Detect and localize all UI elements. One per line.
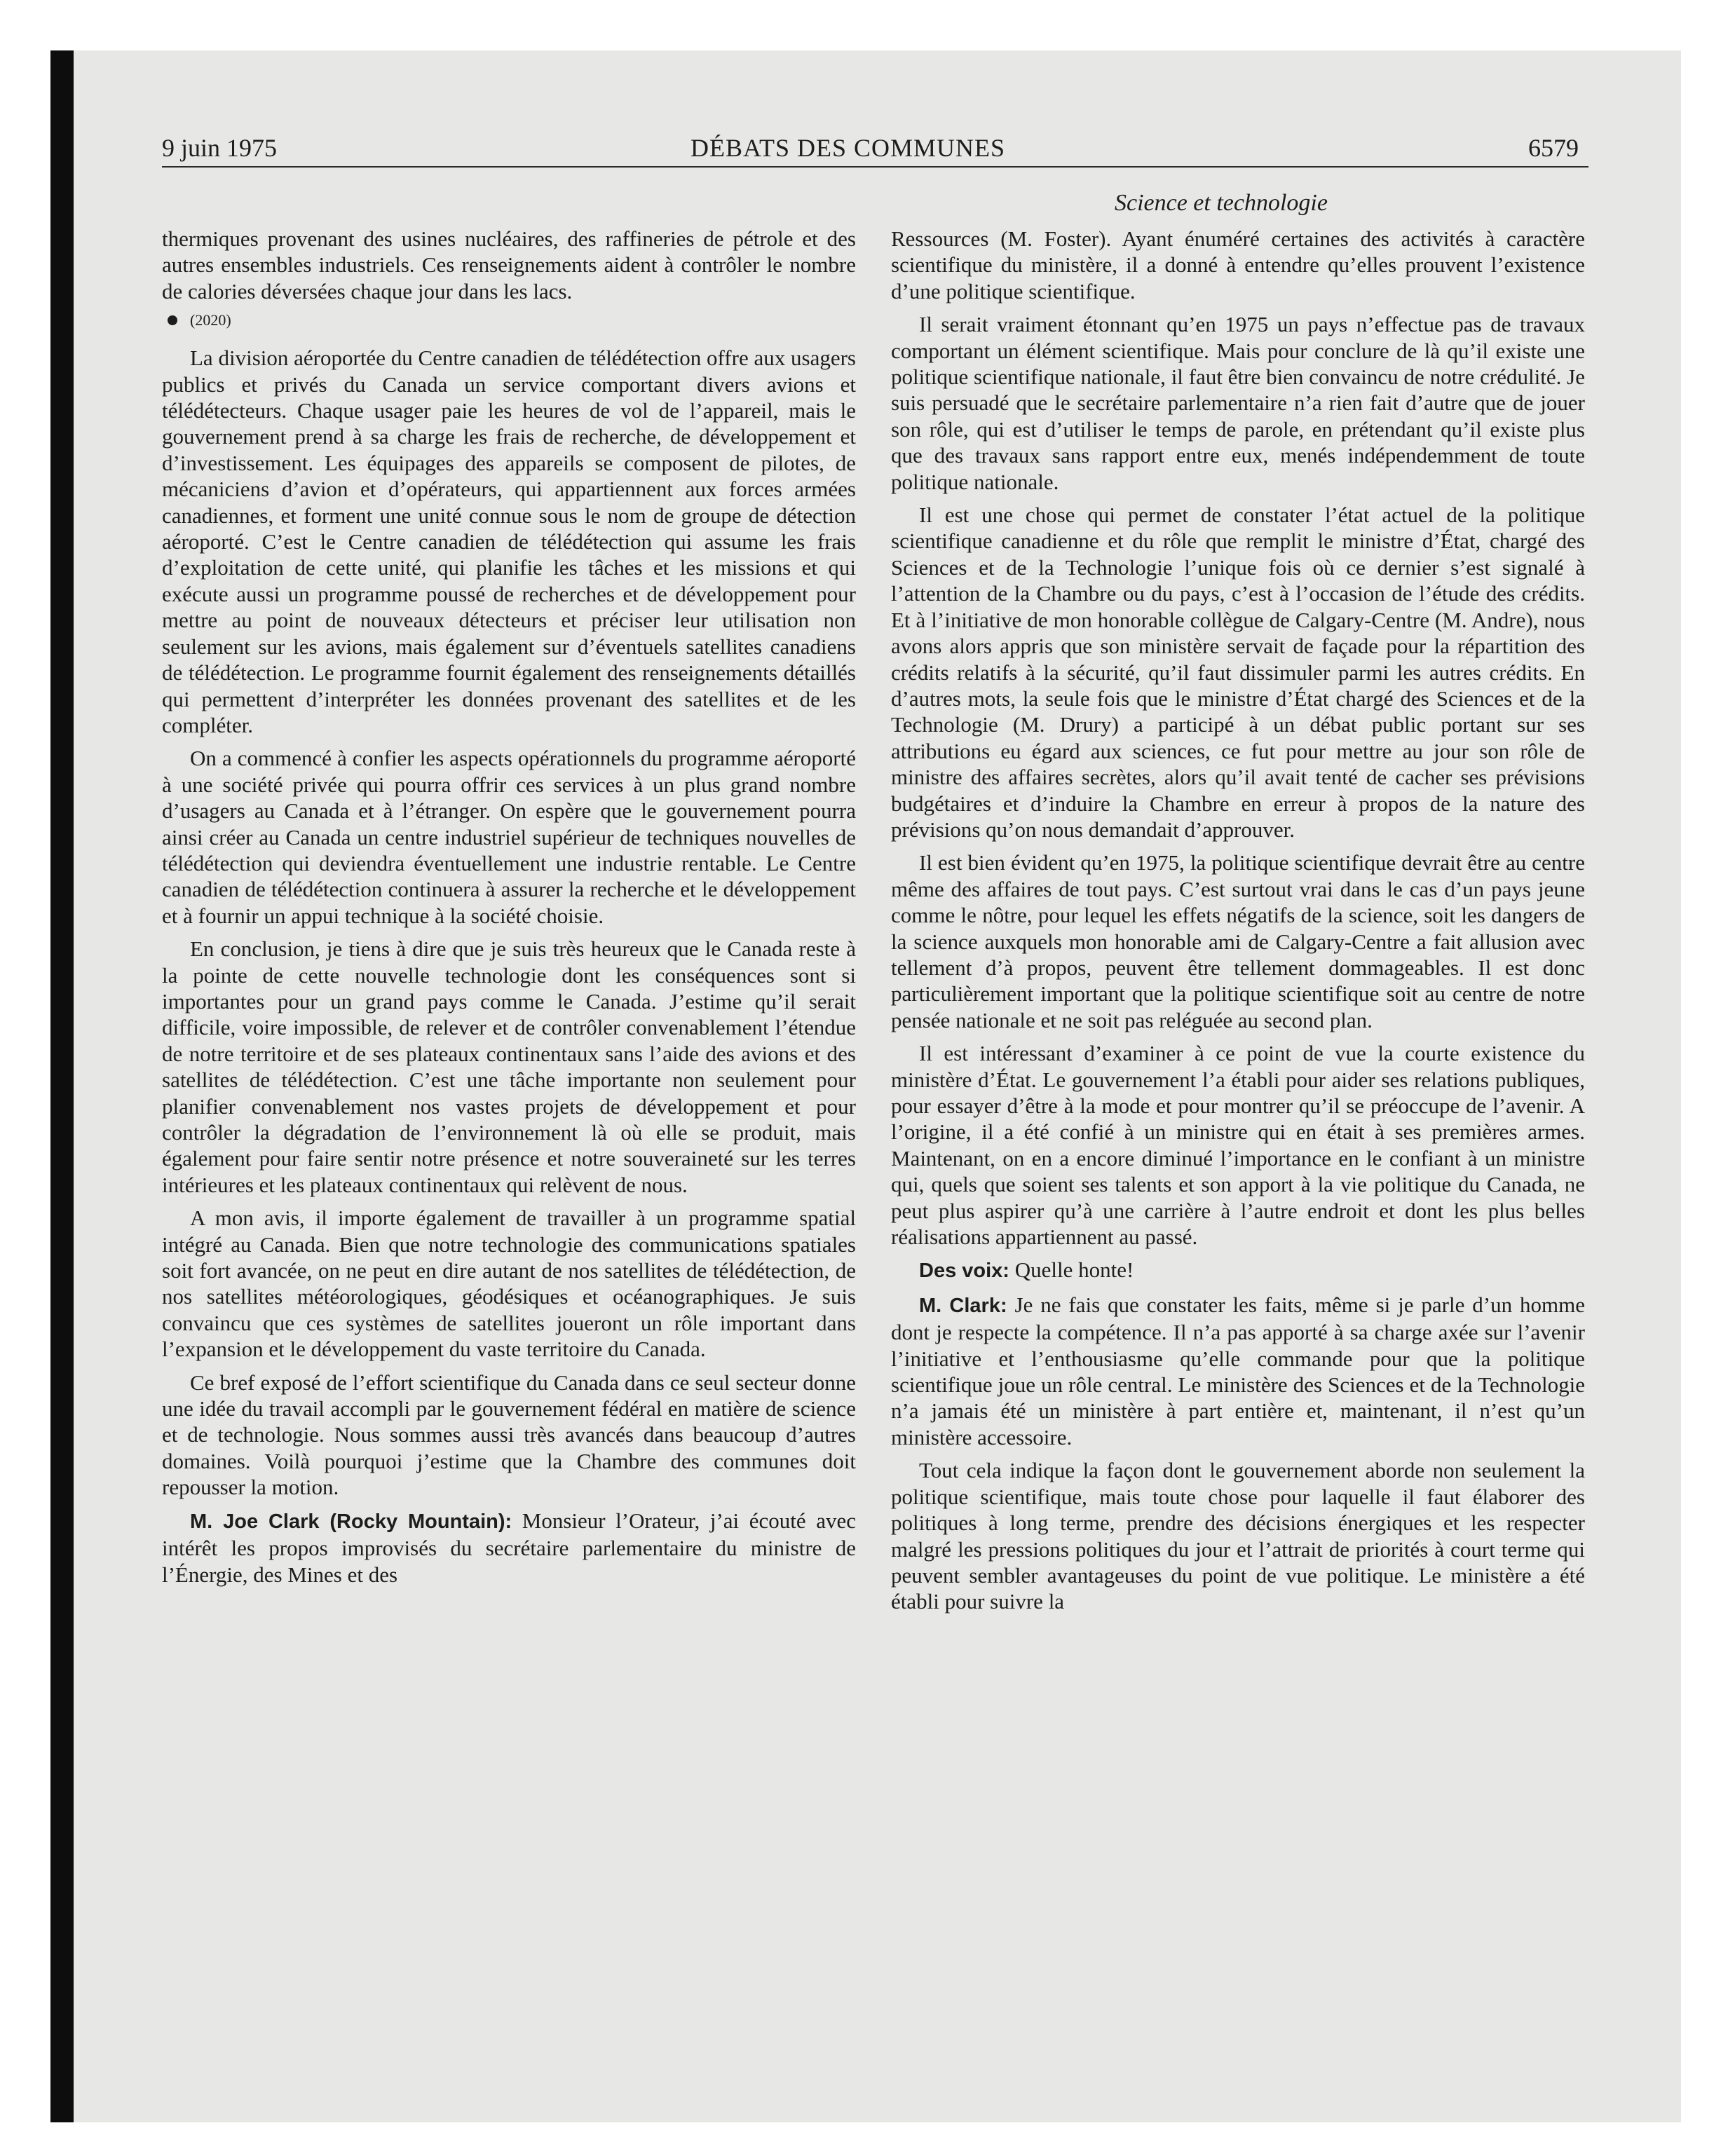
section-heading: Science et technologie [1115,190,1328,216]
paragraph: On a commencé à confier les aspects opérationnels du programme aéroporté à une société privée qui pourra offrir ces services à un plus grand nombre d’usagers au Canada et à l’étranger. On espère que le gouvernement pourra ainsi créer au Canada un centre industriel supérieur de techniques nouvelles de télédétection qui deviendra éventuellement une industrie rentable. Le Centre canadien de télédétection continuera à assurer la recherche et le développement et à fournir un appui technique à la société choisie. [162,746,856,928]
paragraph: A mon avis, il importe également de travailler à un programme spatial intégré au Canada. Bien que notre technologie des communications spatiales soit fort avancée, on ne peut en dire autant de nos satellites de télédétection, de nos satellites météorologiques, géodésiques et océanographiques. Je suis convaincu que ces systèmes de satellites joueront un rôle important dans l’expansion et le développement du vaste territoire du Canada. [162,1206,856,1362]
left-column [162,226,856,1595]
paragraph: Il est intéressant d’examiner à ce point de vue la courte existence du ministère d’État. Le gouvernement l’a établi pour aider ses relations publiques, pour essayer d’être à la mode et pour montrer qu’il se préoccupe de l’avenir. A l’origine, il a été confié à un ministre qui en était à ses premières armes. Maintenant, on en a encore diminué l’importance en le confiant à un ministre qui, quels que soient ses talents et son apport à la vie politique du Canada, ne peut plus aspirer qu’à une carrière à l’autre endroit et dont les plus belles réalisations appartiennent au passé. [891,1041,1585,1250]
speaker-name: M. Clark: [919,1294,1007,1317]
right-column [891,226,1585,1622]
speech-paragraph [891,1292,1585,1450]
speech-text: Quelle honte! [1009,1257,1134,1283]
paragraph: Il est une chose qui permet de constater l’état actuel de la politique scientifique canadienne et du rôle que remplit le ministre d’État, chargé des Sciences et de la Technologie l’unique fois où ce dernier s’est signalé à l’attention de la Chambre ou du pays, c’est à l’occasion de l’étude des crédits. Et à l’initiative de mon honorable collègue de Calgary-Centre (M. Andre), nous avons alors appris que son ministère servait de façade pour la répartition des crédits relatifs à la sécurité, qu’il faut dissimuler parmi les autres crédits. En d’autres mots, la seule fois que le ministre d’État chargé des Sciences et de la Technologie (M. Drury) a participé à un débat public portant sur ses attributions eu égard aux sciences, ce fut pour mettre au jour son rôle de ministre des affaires secrètes, alors qu’il avait tenté de cacher ses prévisions budgétaires et d’induire la Chambre en erreur à propos de la nature des prévisions qu’on nous demandait d’approuver. [891,503,1585,842]
header-rule [162,166,1588,168]
speaker-name: M. Joe Clark (Rocky Mountain): [190,1510,512,1533]
paragraph: Il est bien évident qu’en 1975, la politique scientifique devrait être au centre même des affaires de tout pays. C’est surtout vrai dans le cas d’un pays jeune comme le nôtre, pour lequel les effets négatifs de la science, soit les dangers de la science auxquels mon honorable ami de Calgary-Centre a fait allusion avec tellement d’à propos, peuvent être tellement dommageables. Il est donc particulièrement important que la politique scientifique soit au centre de notre pensée nationale et ne soit pas reléguée au second plan. [891,850,1585,1032]
paragraph: Ressources (M. Foster). Ayant énuméré certaines des activités à caractère scientifique du ministère, il a donné à entendre qu’elles prouvent l’existence d’une politique scientifique. [891,226,1585,303]
time-marker [168,311,856,329]
paragraph: En conclusion, je tiens à dire que je suis très heureux que le Canada reste à la pointe de cette nouvelle technologie dont les conséquences sont si importantes pour un grand pays comme le Canada. J’estime qu’il serait difficile, voire impossible, de relever et de contrôler convenablement l’étendue de notre territoire et de ses plateaux continentaux sans l’aide des avions et des satellites de télédétection. C’est une tâche importante non seulement pour planifier convenablement nos vastes projets de développement et pour contrôler la dégradation de l’environnement là où elle se produit, mais également pour faire sentir notre présence et notre souveraineté sur les terres intérieures et les plateaux continentaux qui relèvent de nous. [162,936,856,1197]
bullet-icon [168,315,177,325]
time-marker-label: (2020) [190,311,231,329]
header-title: DÉBATS DES COMMUNES [690,134,1006,162]
paragraph: Ce bref exposé de l’effort scientifique du Canada dans ce seul secteur donne une idée du travail accompli par le gouvernement fédéral en matière de science et de technologie. Nous sommes aussi très avancés dans beaucoup d’autres domaines. Voilà pourquoi j’estime que la Chambre des communes doit repousser la motion. [162,1370,856,1500]
paragraph: Tout cela indique la façon dont le gouvernement aborde non seulement la politique scientifique, mais toute chose pour laquelle il faut élaborer des politiques à long terme, prendre des décisions énergiques et les respecter malgré les pressions politiques du jour et l’attrait de priorités à court terme qui peuvent sembler avantageuses du point de vue politique. Le ministère a été établi pour suivre la [891,1458,1585,1614]
header-date: 9 juin 1975 [162,134,278,162]
paragraph: La division aéroportée du Centre canadien de télédétection offre aux usagers publics et privés du Canada un service comportant divers avions et télédétecteurs. Chaque usager paie les heures de vol de l’appareil, mais le gouvernement prend à sa charge les frais de recherche, de développement et d’investissement. Les équipages des appareils se composent de pilotes, de mécaniciens d’avion et d’opérateurs, qui appartiennent aux forces armées canadiennes, et forment une unité connue sous le nom de groupe de détection aéroporté. C’est le Centre canadien de télédétection qui assume les frais d’exploitation de cette unité, qui planifie les tâches et les missions et qui exécute aussi un programme poussé de recherches et de développement pour mettre au point de nouveaux détecteurs et préciser leur utilisation non seulement sur les avions, mais également sur d’éventuels satellites canadiens de télédétection. Le programme fournit également des renseignements détaillés qui permettent d’interpréter les données provenant des satellites et de les compléter. [162,346,856,737]
paragraph: thermiques provenant des usines nucléaires, des raffineries de pétrole et des autres ensembles industriels. Ces renseignements aident à contrôler le nombre de calories déversées chaque jour dans les lacs. [162,226,856,303]
binding-edge [50,50,74,2122]
page-number: 6579 [1528,134,1579,162]
speech-paragraph [891,1257,1585,1284]
speech-paragraph [162,1508,856,1588]
speech-text: Monsieur l’Orateur, j’ai écouté avec intérêt les propos improvisés du secrétaire parlementaire du ministre de l’Énergie, des Mines et des [162,1508,856,1587]
paragraph: Il serait vraiment étonnant qu’en 1975 un pays n’effectue pas de travaux comportant un élément scientifique. Mais pour conclure de là qu’il existe une politique scientifique nationale, il faut être bien convaincu de notre crédulité. Je suis persuadé que le secrétaire parlementaire n’a rien fait d’autre que de jouer son rôle, qui est d’utiliser le temps de parole, en prétendant qu’il existe plus que des travaux sans rapport entre eux, menés indépendemment de toute politique nationale. [891,312,1585,494]
speech-text: Je ne fais que constater les faits, même si je parle d’un homme dont je respecte la compétence. Il n’a pas apporté à sa charge axée sur l’avenir l’initiative et l’enthousiasme qu’elle commande pour que la politique scientifique joue un rôle central. Le ministère des Sciences et de la Technologie n’a jamais été un ministère à part entière et, maintenant, il n’est qu’un ministère accessoire. [891,1292,1585,1449]
speaker-name: Des voix: [919,1260,1009,1283]
